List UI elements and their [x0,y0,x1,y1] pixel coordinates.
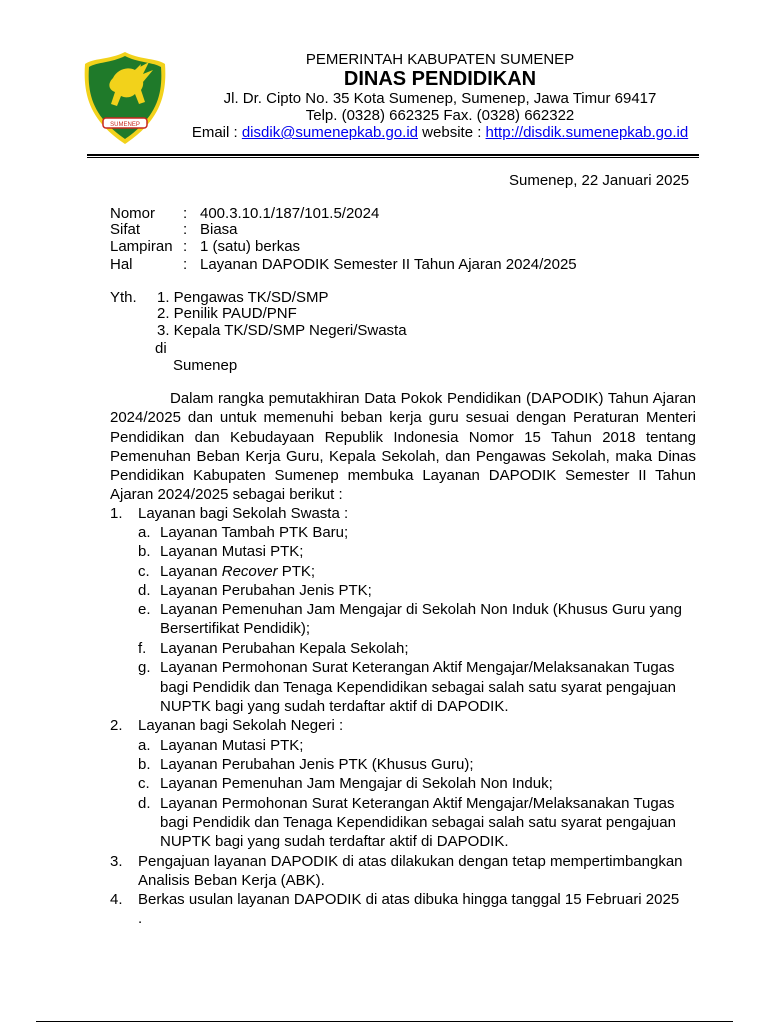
section-number: 1. [110,505,123,522]
meta-value: 1 (satu) berkas [200,238,301,255]
item-letter: d. [138,582,151,599]
list-item-continued: bagi Pendidik dan Tenaga Kependidikan sebagai salah satu syarat pengajuan [160,679,676,696]
recipient-item: 1. Pengawas TK/SD/SMP [157,289,329,306]
section-text-continued: . [138,910,143,927]
section-text: Berkas usulan layanan DAPODIK di atas dibuka hingga tanggal 15 Februari 2025 [138,891,680,908]
email-label: Email : [191,124,242,141]
item-letter: c. [138,775,150,792]
meta-key: Lampiran [110,238,173,255]
agency-name: DINAS PENDIDIKAN [343,68,537,90]
section-text: Pengajuan layanan DAPODIK di atas dilakukan dengan tetap mempertimbangkan [138,853,683,870]
list-item-emphasis: Recover [221,563,278,580]
item-letter: a. [138,737,151,754]
recipient-place: Sumenep [173,357,238,374]
agency-phone: Telp. (0328) 662325 Fax. (0328) 662322 [305,107,575,124]
list-item-continued: NUPTK bagi yang sudah terdaftar aktif di DAPODIK. [160,833,509,850]
list-item-pre: Layanan [160,563,222,580]
list-item: Layanan Mutasi PTK; [160,737,304,754]
list-item: Layanan Perubahan Jenis PTK; [160,582,372,599]
list-item: Layanan Permohonan Surat Keterangan Aktif Mengajar/Melaksanakan Tugas [160,795,675,812]
section-number: 4. [110,891,123,908]
government-name: PEMERINTAH KABUPATEN SUMENEP [305,51,575,68]
item-letter: c. [138,563,150,580]
recipient-item: 3. Kepala TK/SD/SMP Negeri/Swasta [157,322,407,339]
website-label: website : [418,124,486,141]
section-text-continued: Analisis Beban Kerja (ABK). [138,872,325,889]
email-link[interactable]: disdik@sumenepkab.go.id [241,124,419,141]
letterhead-divider-thin [87,157,699,158]
meta-key: Sifat [110,221,141,238]
agency-address: Jl. Dr. Cipto No. 35 Kota Sumenep, Sumenep, Jawa Timur 69417 [223,90,657,107]
letterhead-divider [87,154,699,156]
list-item [160,562,315,581]
website-link[interactable]: http://disdik.sumenepkab.go.id [485,124,689,141]
section-title: Layanan bagi Sekolah Negeri : [138,717,344,734]
meta-colon: : [183,205,188,222]
meta-value: 400.3.10.1/187/101.5/2024 [200,205,380,222]
item-letter: e. [138,601,151,618]
meta-key: Hal [110,256,133,273]
recipient-label: Yth. [110,289,137,306]
section-number: 2. [110,717,123,734]
item-letter: a. [138,524,151,541]
recipient-item: 2. Penilik PAUD/PNF [157,305,297,322]
list-item: Layanan Perubahan Kepala Sekolah; [160,640,409,657]
meta-colon: : [183,238,188,255]
item-letter: d. [138,795,151,812]
recipient-di: di [155,340,167,357]
item-letter: b. [138,756,151,773]
list-item-continued: NUPTK bagi yang sudah terdaftar aktif di DAPODIK. [160,698,509,715]
meta-key: Nomor [110,205,156,222]
list-item-continued: Bersertifikat Pendidik); [160,620,311,637]
list-item-continued: bagi Pendidik dan Tenaga Kependidikan sebagai salah satu syarat pengajuan [160,814,676,831]
meta-value: Layanan DAPODIK Semester II Tahun Ajaran 2024/2025 [200,256,577,273]
letter-date: Sumenep, 22 Januari 2025 [509,172,690,189]
section-title: Layanan bagi Sekolah Swasta : [138,505,349,522]
section-number: 3. [110,853,123,870]
regency-logo [83,50,167,146]
item-letter: g. [138,659,151,676]
list-item: Layanan Pemenuhan Jam Mengajar di Sekolah Non Induk (Khusus Guru yang [160,601,682,618]
agency-contact [180,124,700,142]
list-item: Layanan Mutasi PTK; [160,543,304,560]
item-letter: f. [138,640,147,657]
list-item: Layanan Tambah PTK Baru; [160,524,349,541]
page-bottom-rule [36,1021,733,1022]
list-item: Layanan Permohonan Surat Keterangan Aktif Mengajar/Melaksanakan Tugas [160,659,675,676]
item-letter: b. [138,543,151,560]
opening-paragraph: Dalam rangka pemutakhiran Data Pokok Pendidikan (DAPODIK) Tahun Ajaran 2024/2025 dan untuk memenuhi beban kerja guru sesuai dengan Peraturan Menteri Pendidikan dan Kebudayaan Republik Indonesia Nomor 15 Tahun 2018 tentang Pemenuhan Beban Kerja Guru, Kepala Sekolah, dan Pengawas Sekolah, maka Dinas Pendidikan Kabupaten Sumenep membuka Layanan DAPODIK Semester II Tahun Ajaran 2024/2025 sebagai berikut : [110,390,696,504]
list-item: Layanan Perubahan Jenis PTK (Khusus Guru); [160,756,474,773]
meta-colon: : [183,221,188,238]
meta-colon: : [183,256,188,273]
logo-ribbon-text: SUMENEP [110,122,140,128]
meta-value: Biasa [200,221,238,238]
list-item: Layanan Pemenuhan Jam Mengajar di Sekolah Non Induk; [160,775,553,792]
list-item-post: PTK; [277,563,316,580]
